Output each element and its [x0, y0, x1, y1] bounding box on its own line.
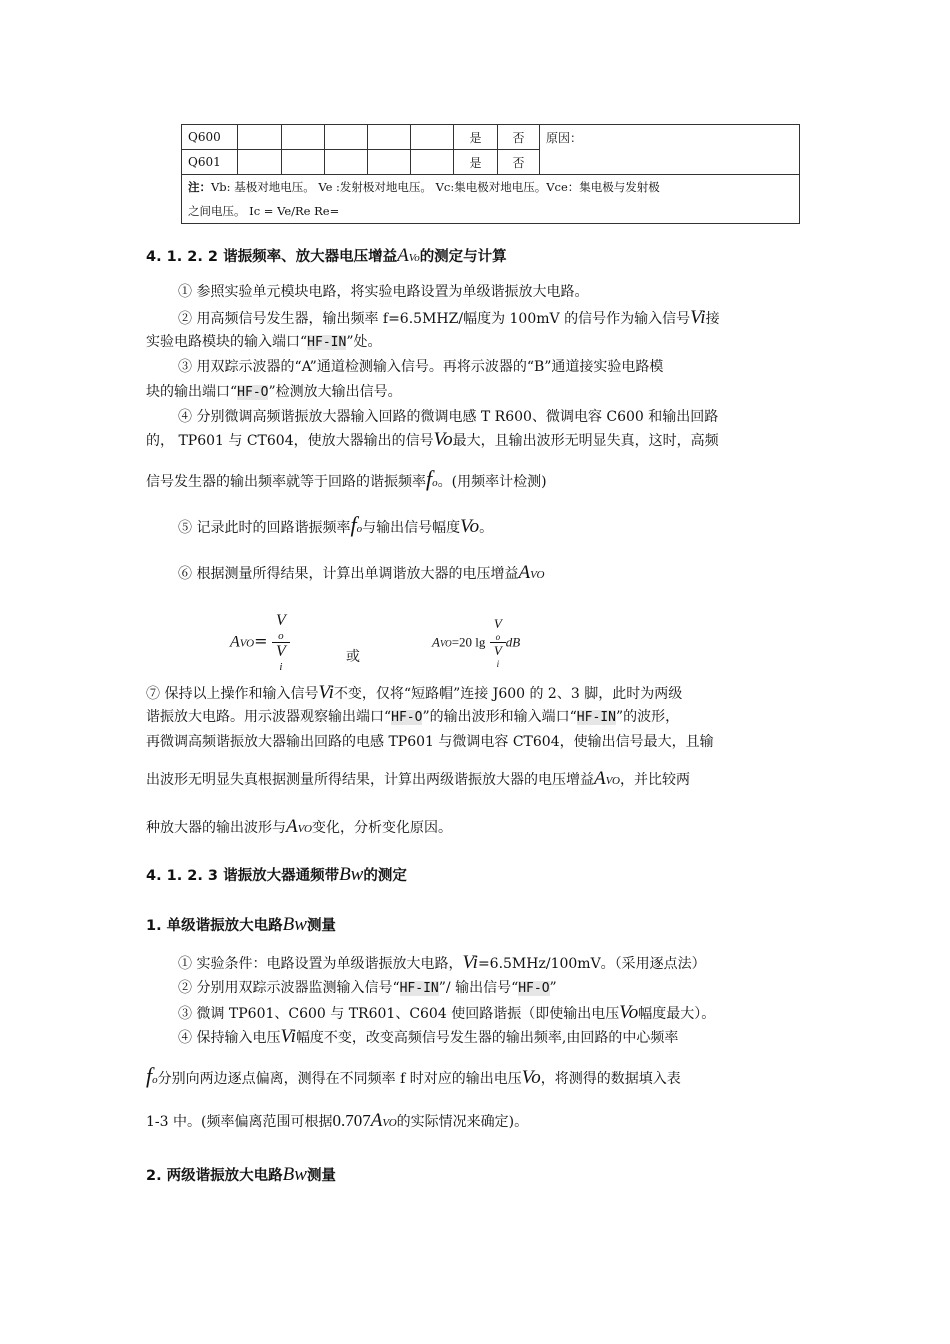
table-note	[182, 175, 800, 224]
step-5: ⑤ 记录此时的回路谐振频率fo与输出信号幅度Vo。	[178, 512, 494, 537]
no-cell: 否	[498, 150, 540, 175]
table-row	[182, 175, 800, 224]
row-label: Q601	[182, 150, 238, 175]
note-text-2: 之间电压。 Ic = Ve/Re Re=	[188, 204, 340, 218]
step-6: ⑥ 根据测量所得结果，计算出单调谐放大器的电压增益AVO	[178, 562, 545, 583]
fraction: V o V i	[490, 616, 506, 669]
step-3-cont: 块的输出端口“HF-O”检测放大输出信号。	[146, 384, 402, 400]
step-2: ② 用高频信号发生器，输出频率 f=6.5MHZ/幅度为 100mV 的信号作为输入信号Vi接	[178, 307, 720, 328]
bw-step-1: ① 实验条件：电路设置为单级谐振放大电路，Vi=6.5MHz/100mV。（采用逐点法）	[178, 952, 706, 973]
subsection-heading: 2. 两级谐振放大电路Bw测量	[146, 1164, 336, 1185]
formula-db: AVO=20 lg V o V i dB	[432, 616, 521, 669]
table-row	[182, 125, 800, 150]
row-label: Q600	[182, 125, 238, 150]
step-4-cont-2: 信号发生器的输出频率就等于回路的谐振频率fo。(用频率计检测)	[146, 466, 547, 491]
step-1: ① 参照实验单元模块电路，将实验电路设置为单级谐振放大电路。	[178, 284, 589, 300]
step-2-cont: 实验电路模块的输入端口“HF-IN”处。	[146, 334, 382, 350]
bw-step-4-cont: fo分别向两边逐点偏离，测得在不同频率 f 时对应的输出电压Vo，将测得的数据填入表	[146, 1063, 681, 1088]
bw-step-4-cont-2: 1-3 中。(频率偏离范围可根据0.707AVO的实际情况来确定)。	[146, 1110, 529, 1131]
step-7-cont-4: 种放大器的输出波形与AVO变化，分析变化原因。	[146, 816, 452, 837]
step-4-cont: 的， TP601 与 CT604，使放大器输出的信号Vo最大，且输出波形无明显失真，这时，高频	[146, 429, 719, 450]
bw-step-4: ④ 保持输入电压Vi幅度不变，改变高频信号发生器的输出频率,由回路的中心频率	[178, 1026, 679, 1047]
note-label: 注：	[188, 180, 211, 194]
step-7: ⑦ 保持以上操作和输入信号Vi不变，仅将“短路帽”连接 J600 的 2、3 脚，此时为两级	[146, 682, 683, 703]
step-7-cont-3: 出波形无明显失真根据测量所得结果，计算出两级谐振放大器的电压增益AVO，并比较两	[146, 768, 690, 789]
step-4: ④ 分别微调高频谐振放大器输入回路的微调电感 T R600、微调电容 C600 和输出回路	[178, 409, 719, 425]
bw-step-3: ③ 微调 TP601、C600 与 TR601、C604 使回路谐振（即使输出电压Vo幅度最大）。	[178, 1002, 716, 1023]
fraction: V o V i	[272, 612, 290, 673]
step-7-cont: 谐振放大电路。用示波器观察输出端口“HF-O”的输出波形和输入端口“HF-IN”的波形，	[146, 709, 680, 725]
bw-step-2: ② 分别用双踪示波器监测输入信号“HF-IN”/ 输出信号“HF-O”	[178, 980, 557, 996]
step-7-cont-2: 再微调高频谐振放大器输出回路的电感 TP601 与微调电容 CT604，使输出信号最大，且输	[146, 734, 714, 750]
no-cell: 否	[498, 125, 540, 150]
section-heading: 4. 1. 2. 3 谐振放大器通频带Bw的测定	[146, 864, 407, 885]
yes-cell: 是	[454, 125, 498, 150]
step-3: ③ 用双踪示波器的“A”通道检测输入信号。再将示波器的“B”通道接实验电路模	[178, 359, 664, 375]
section-heading: 4. 1. 2. 2 谐振频率、放大器电压增益AVo的测定与计算	[146, 245, 507, 266]
yes-cell: 是	[454, 150, 498, 175]
formula-or: 或	[346, 649, 360, 665]
subsection-heading: 1. 单级谐振放大电路Bw测量	[146, 914, 336, 935]
reason-cell: 原因：	[540, 125, 800, 175]
note-text: Vb: 基极对地电压。 Ve :发射极对地电压。 Vc:集电极对地电压。Vce：集电极与发射极	[211, 180, 660, 194]
formula-ratio: AVO= V o V i	[230, 612, 290, 673]
transistor-table	[181, 124, 800, 224]
